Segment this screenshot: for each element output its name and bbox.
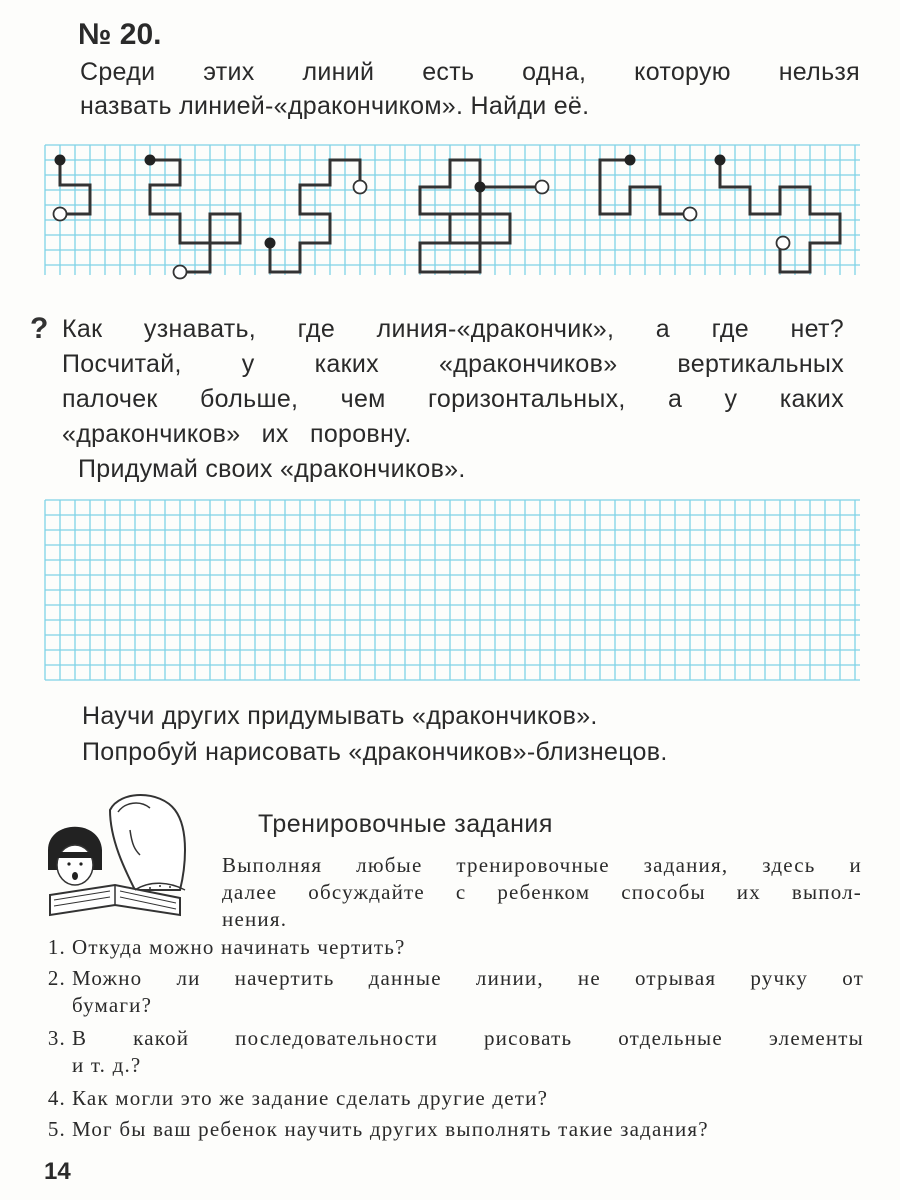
- item-text: Мог бы ваш ребенок научить других выполнять такие задания?: [72, 1117, 709, 1141]
- start-dot-3: [265, 238, 276, 249]
- task-text-line-2: назвать линией-«дракончиком». Найди её.: [80, 92, 590, 120]
- end-dot-6: [777, 237, 790, 250]
- task-number: № 20.: [78, 18, 162, 51]
- end-dot-5: [684, 208, 697, 221]
- item-number: 2.: [47, 966, 66, 990]
- task-text-line-1: Среди этих линий есть одна, которую нельзя: [80, 58, 860, 86]
- end-dot-1: [54, 208, 67, 221]
- item-text: В какой последовательности рисовать отдельные элементы: [72, 1026, 864, 1050]
- item-text-cont: и т. д.?: [72, 1053, 142, 1077]
- start-dot-2: [145, 155, 156, 166]
- item-number: 3.: [47, 1026, 66, 1050]
- invent-prompt: Придумай своих «дракончиков».: [78, 455, 466, 483]
- end-dot-2: [174, 266, 187, 279]
- start-dot-5: [625, 155, 636, 166]
- item-text: Как могли это же задание сделать другие дети?: [72, 1086, 549, 1110]
- question-line-3: палочек больше, чем горизонтальных, а у каких: [62, 385, 844, 413]
- training-title: Тренировочные задания: [258, 810, 553, 838]
- end-dot-4: [536, 181, 549, 194]
- dragon-line-4: [420, 160, 540, 272]
- twins-line: Попробуй нарисовать «дракончиков»-близнецов.: [82, 738, 668, 766]
- training-intro-line-2: далее обсуждайте с ребенком способы их выпол-: [222, 880, 862, 904]
- item-number: 4.: [47, 1086, 66, 1110]
- end-dot-3: [354, 181, 367, 194]
- mother-child-reading-illustration: [40, 790, 190, 920]
- question-line-4: «дракончиков» их поровну.: [62, 420, 412, 448]
- teach-others-line: Научи других придумывать «дракончиков».: [82, 702, 598, 730]
- training-item-4: [28, 1085, 864, 1112]
- start-dot-4: [475, 182, 486, 193]
- drawing-grid: [45, 500, 860, 680]
- training-item-3: [28, 1025, 864, 1079]
- item-text-cont: бумаги?: [72, 993, 153, 1017]
- question-line-1: Как узнавать, где линия-«дракончик», а где нет?: [62, 315, 844, 343]
- grid-top: [45, 145, 860, 275]
- question-line-2: Посчитай, у каких «дракончиков» вертикальных: [62, 350, 844, 378]
- training-intro-line-1: Выполняя любые тренировочные задания, здесь и: [222, 853, 862, 877]
- question-mark-icon: ?: [30, 312, 49, 345]
- training-item-5: [28, 1116, 864, 1143]
- training-intro-line-3: нения.: [222, 907, 288, 931]
- page-number: 14: [44, 1158, 71, 1185]
- item-number: 5.: [47, 1117, 66, 1141]
- training-item-1: [28, 934, 864, 961]
- training-item-2: [28, 965, 864, 1019]
- start-dot-1: [55, 155, 66, 166]
- item-text: Можно ли начертить данные линии, не отрывая ручку от: [72, 966, 864, 990]
- item-text: Откуда можно начинать чертить?: [72, 935, 406, 959]
- start-dot-6: [715, 155, 726, 166]
- training-intro: [222, 852, 862, 933]
- training-list: [28, 934, 864, 1143]
- item-number: 1.: [47, 935, 66, 959]
